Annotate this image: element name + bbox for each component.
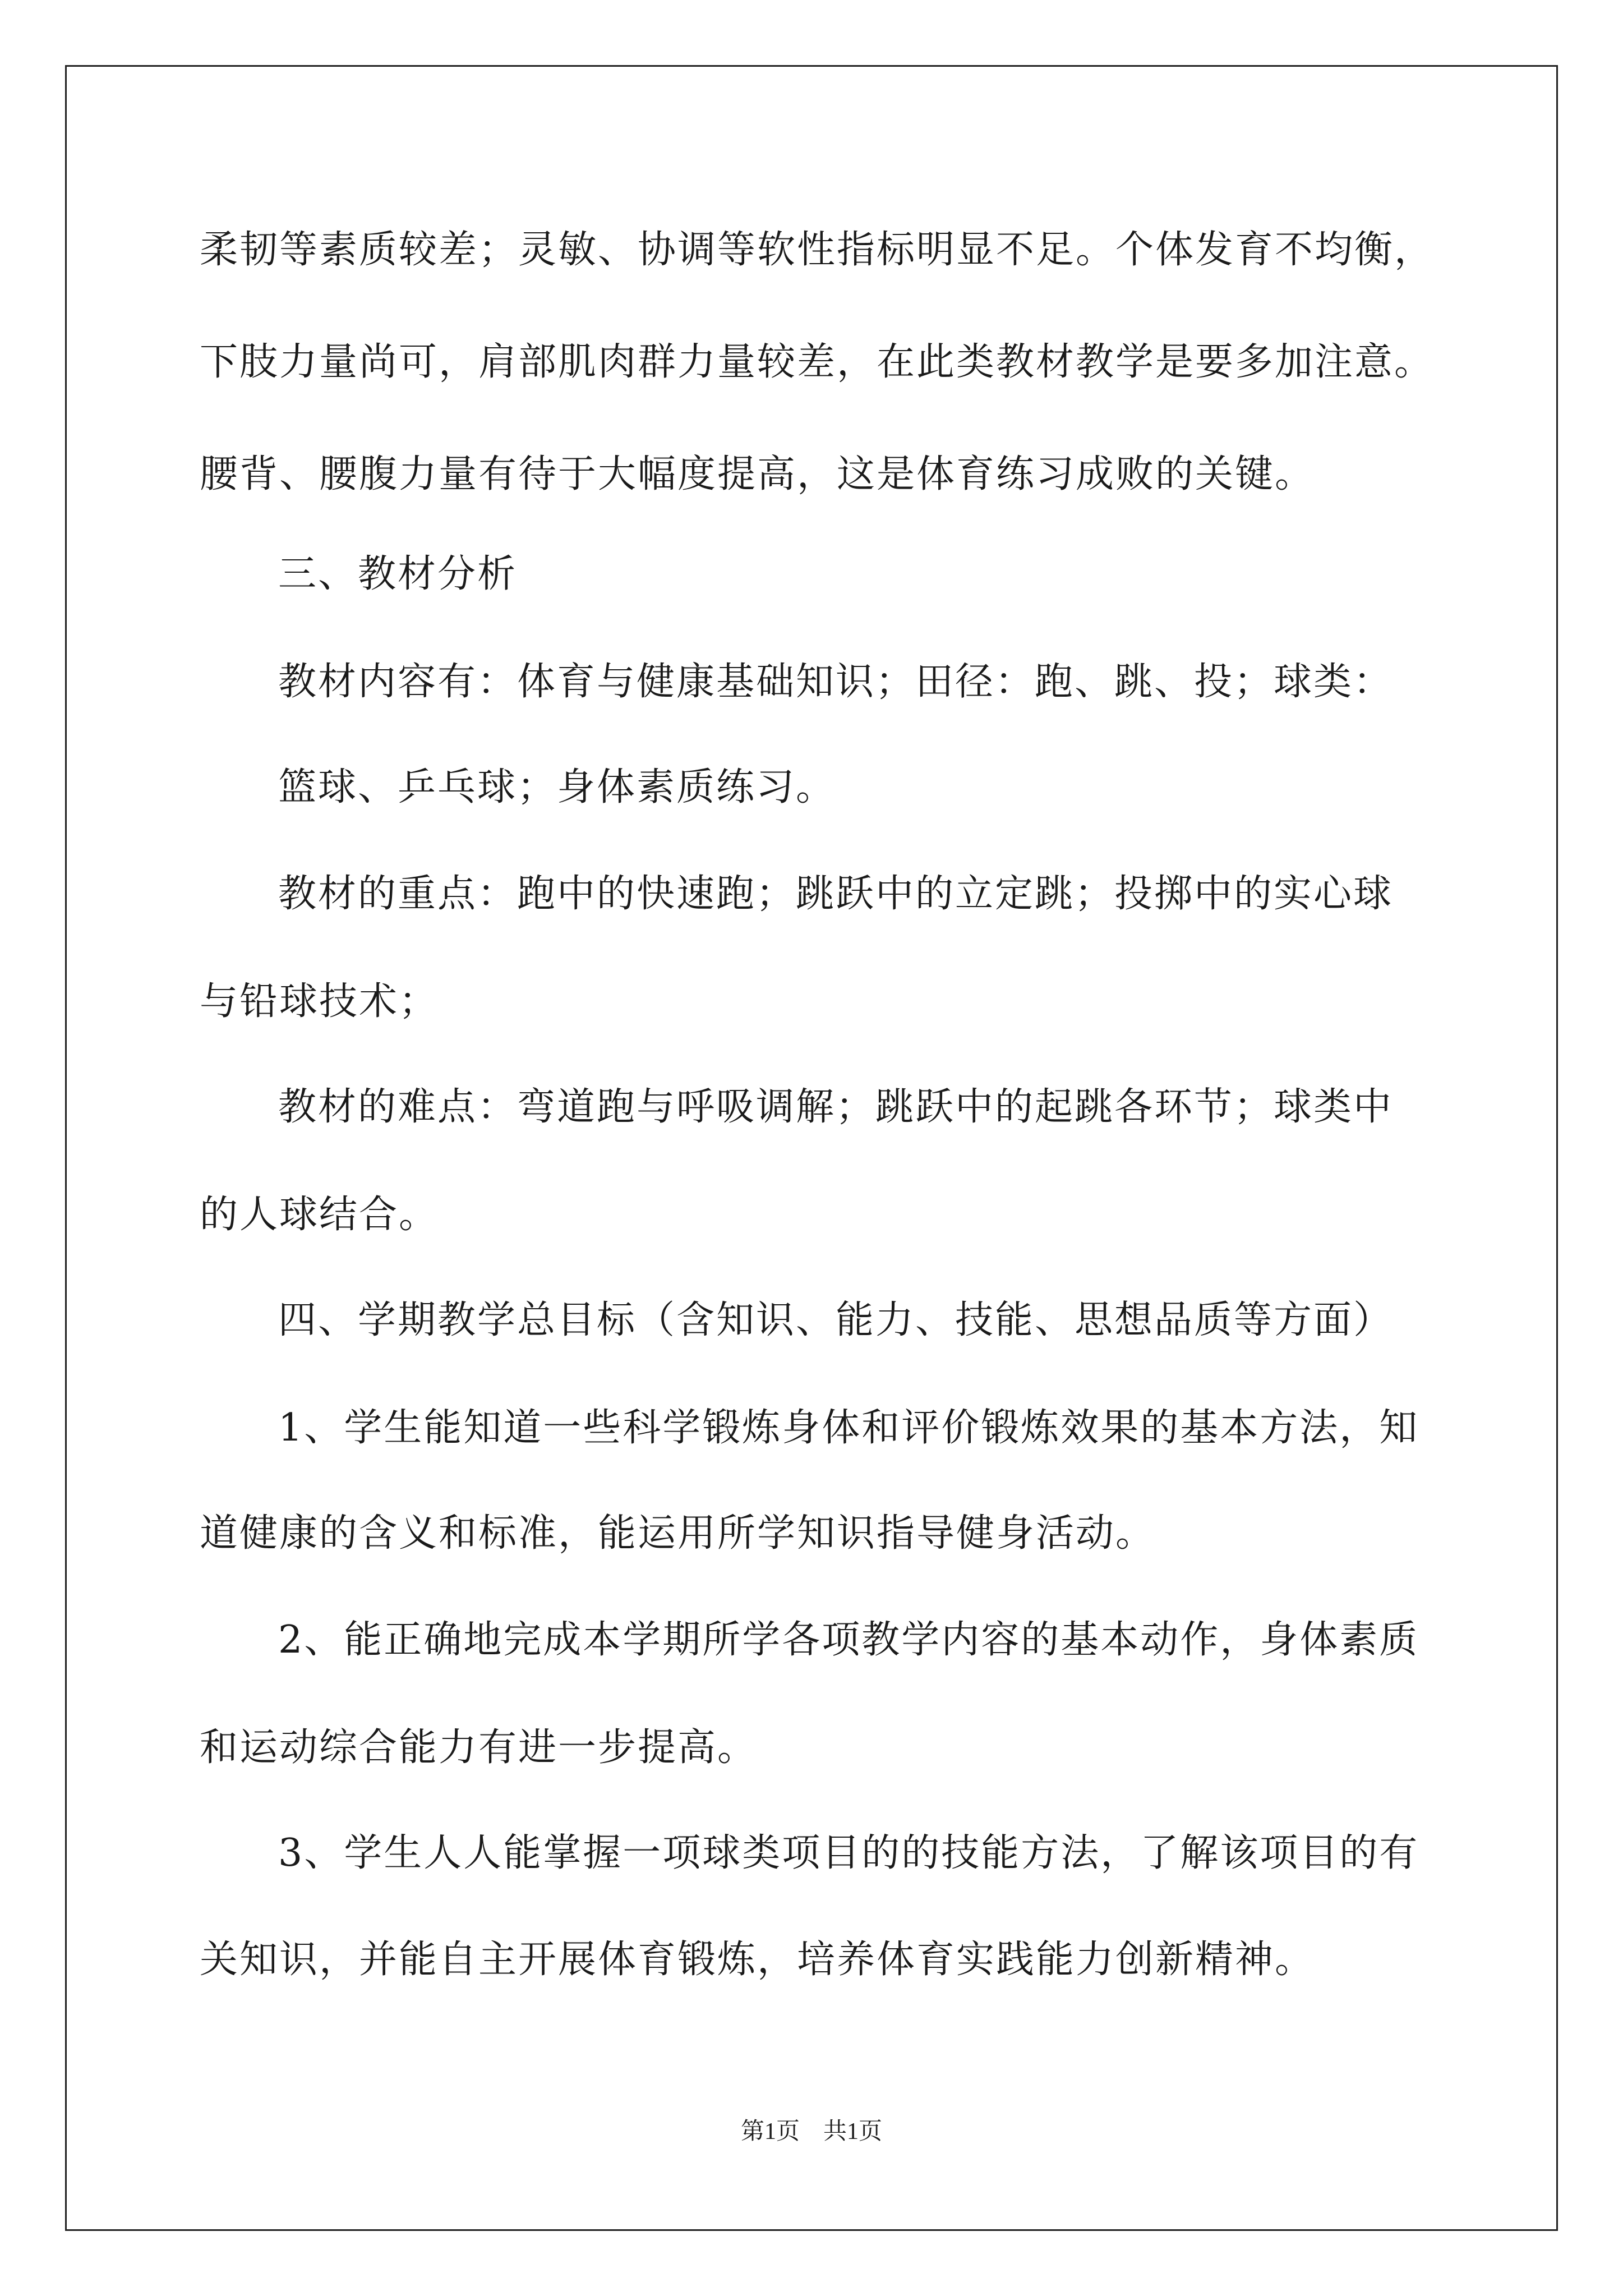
paragraph-line: 道健康的含义和标准，能运用所学知识指导健身活动。 xyxy=(200,1511,1156,1556)
page-border xyxy=(65,65,1558,2231)
section-heading: 四、学期教学总目标（含知识、能力、技能、思想品质等方面） xyxy=(278,1298,1394,1342)
paragraph-line: 下肢力量尚可，肩部肌肉群力量较差，在此类教材教学是要多加注意。 xyxy=(200,340,1435,384)
paragraph-line: 3、学生人人能掌握一项球类项目的的技能方法，了解该项目的有 xyxy=(278,1831,1419,1875)
paragraph-line: 教材的难点：弯道跑与呼吸调解；跳跃中的起跳各环节；球类中 xyxy=(278,1085,1394,1129)
paragraph-line: 篮球、乒乓球；身体素质练习。 xyxy=(278,765,836,809)
paragraph-line: 和运动综合能力有进一步提高。 xyxy=(200,1726,758,1770)
page-number-footer: 第1页 共1页 xyxy=(740,2119,882,2145)
paragraph-line: 教材内容有：体育与健康基础知识；田径：跑、跳、投；球类： xyxy=(278,660,1394,704)
paragraph-line: 教材的重点：跑中的快速跑；跳跃中的立定跳；投掷中的实心球 xyxy=(278,872,1394,916)
paragraph-line: 的人球结合。 xyxy=(200,1193,439,1237)
paragraph-line: 柔韧等素质较差；灵敏、协调等软性指标明显不足。个体发育不均衡， xyxy=(200,228,1435,272)
section-heading: 三、教材分析 xyxy=(278,552,518,596)
paragraph-line: 腰背、腰腹力量有待于大幅度提高，这是体育练习成败的关键。 xyxy=(200,452,1315,496)
paragraph-line: 关知识，并能自主开展体育锻炼，培养体育实践能力创新精神。 xyxy=(200,1938,1315,1982)
paragraph-line: 2、能正确地完成本学期所学各项教学内容的基本动作，身体素质 xyxy=(278,1618,1419,1662)
paragraph-line: 与铅球技术； xyxy=(200,979,439,1024)
paragraph-line: 1、学生能知道一些科学锻炼身体和评价锻炼效果的基本方法，知 xyxy=(278,1406,1419,1450)
